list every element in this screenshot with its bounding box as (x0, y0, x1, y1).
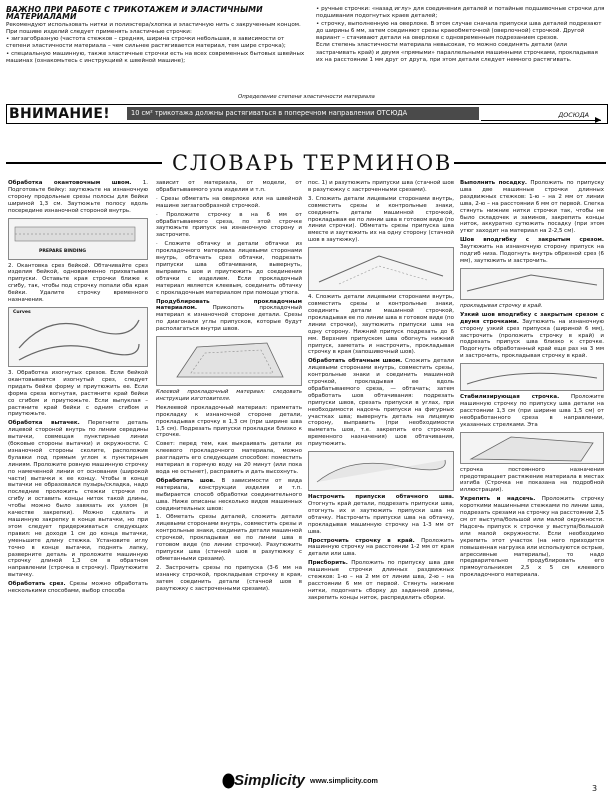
term-text: 1. Подготовьте бейку: заутюжьте на изнаночную сторону продольные срезы полосы для бейки шириной 1,3 см. Заутюжьте полосу вдоль посередине изнаночной стороной внутрь. (8, 180, 148, 214)
binding-illustration (8, 218, 148, 260)
note-text: • ручные строчки: «назад иглу» для соединения деталей и потайные подшивочные строчки для подшивания подогнутых краев деталей; (316, 6, 605, 20)
knit-notes-title: ВАЖНО ПРИ РАБОТЕ С ТРИКОТАЖЕМ И ЭЛАСТИЧНЫМИ МАТЕРИАЛАМИ (6, 5, 263, 22)
note-text: При пошиве изделий следует применять эластичные строчки: (6, 28, 192, 35)
term-text: Перегните деталь лицевой стороной внутрь по линии середины вытачки, совмещая пунктирные линии (боковые стороны вытачки) и окружности. С изнаночной стороны сколите, расположив булавки под прямым углом к пунктирным линиям. Проложите ровную машинную строчку по намеченной линии от основания (широкой части) вытачки к ее концу. Чтобы в конце вытачки не образовался пузырь/складка, надо последние проложить стежки строчки по сгибу и оставить концы ниток такой длины, чтобы можно было завязать их узлом (в качестве закрепки). Можно сделать и машинную закрепку в конце вытачки, но при этом следует придерживаться следующих правил: не доходя 1 см до конца вытачки, уменьшите длину стежка. Установите иглу точно в конце вытачки, поднять лапку, разверните деталь и проложите машинную строчку длиной 1,3 см в обратном направлении (строчка в строчку). Приутюжите вытачку. (8, 420, 148, 579)
paragraph (156, 299, 302, 334)
attention-label: ВНИМАНИЕ! (9, 106, 110, 122)
paragraph: 3. Сложить детали лицевыми сторонами внутрь, совместить срезы и контрольные знаки, соединить детали машинной строчкой, прокладывая ее по линии шва в готовом виде (по линии строчки). Обметать срезы припуска шва вместе и заутюжить их на одну сторону (стачной шов в заутюжку). (308, 195, 454, 244)
section-header (6, 150, 606, 176)
note-text: • специальную машинную, также эластичные строчки есть на всех современных бытовых швейных машинах (ознакомьтесь с инструкцией к швейной машине); (6, 50, 305, 65)
note-text: • строчку, выполненную на оверлоке. В этом случае сначала припуски шва деталей подрезают до ширины 6 мм, затем соединяют срезы краеобметочной (оверлочной) строчкой. Другой вариант – стачивают детали на оверлоке с одновременным подрезанием срезов. (316, 20, 602, 42)
paragraph (8, 180, 148, 215)
footer (0, 770, 612, 800)
facing-illustration (308, 451, 454, 491)
paragraph: · Сложите обтачку и детали обтачки из прокладочного материала лицевыми сторонами внутрь, обтачать срез обтачки, подрезать припуски шва обтачивания, вывернуть, выправить шов и приутюжить до соединения обтачки с изделием. Если прокладочный материал является клеевым, соединить обтачку с прокладочным материалом при помощи утюга. (156, 241, 302, 296)
column-2 (156, 180, 302, 594)
term-heading: Обработка вытачек. (8, 420, 80, 427)
divider (454, 162, 606, 164)
paragraph: Совет: перед тем, как выкраивать детали из клеевого прокладочного материала, можно разгладить его следующим способом: поместить материал в горячую воду на 20 минут (или пока вода не остынет), расправить и дать высохнуть. (156, 441, 302, 475)
paragraph (308, 560, 454, 601)
stretch-gauge-bar (6, 104, 608, 124)
paragraph: строчка постоянного назначения предотвращает растяжение материала в местах изгиба (Строчка не показана на подробной иллюстрации). (460, 466, 604, 494)
term-text: Отогнуть край детали, подрезать припуски шва, отогнуть их и заутюжить припуски шва на обтачку. Настрочить припуски шва на обтачку, прокладывая машинную строчку на 1-3 мм от шва. (308, 501, 454, 535)
term-text: Проложить по припуску шва две машинные строчки длинных раздвижных стежков: 1-ю – на 2 мм от линии шва, 2-ю – на расстоянии 6 мм от первой. Стянуть нижние нитки, подогнать сборку до заданной длины, закрепить концы ниток, распределить сборки. (308, 560, 454, 601)
term-text: Сложить детали лицевыми сторонами внутрь, совместить срезы, контрольные знаки и соединить машинной строчкой, прокладывая ее вдоль обрабатываемого среза, — обтачать; затем обработать шов обтачивания: подрезать припуски швов, срезать припуски в углах, при необходимости надсечь припуски на фигурных участках шва; вывернуть деталь на лицевую сторону, выправить (при необходимости выметать шов, т.е. закрепить его строчкой временного назначения) шов обтачивания, приутюжить. (308, 358, 455, 448)
term-heading: Обработка окантовочным швом. (8, 180, 132, 186)
paragraph: пос. 1) и разутюжить припуски шва (стачной шов в разутюжку с застроченными срезами). (308, 180, 454, 193)
stretch-gauge-end (481, 107, 601, 121)
term-text: Срезы можно обработать несколькими способами, выбор способа (8, 581, 148, 595)
divider (6, 162, 162, 164)
paragraph: · Проложите строчку в на 6 мм от обрабатываемого среза, по этой строчке заутюжьте припуск на изнаночную сторону и застрочите. (156, 211, 302, 239)
figure-label: Curves (13, 309, 31, 315)
term-text: Заутюжить на изнаночную сторону припуск на подгиб низа. Подогнуть внутрь обрезной срез (6 мм), заутюжить и застрочить. (460, 244, 604, 264)
paragraph: · Срезы обметать на оверлоке или на швейной машине зигзагообразной строчкой. (156, 195, 302, 209)
note-text: • зигзагобразную (частота стежков – средняя, ширина строчки небольшая, в зависимости от степени эластичности материала – чем сильнее растягивается материал, тем шире строчка); (6, 36, 286, 50)
gauge-caption: Определение степени эластичности материала (238, 94, 375, 100)
curves-illustration (8, 307, 148, 367)
paragraph: 1. Обметать срезы деталей, сложить детали лицевыми сторонами внутрь, совместить срезы и контрольные знаки, соединить детали машинной строчкой, прокладывая ее по линии шва в готовом виде (по линии строчки). Разутюжить припуски шва (стачной шов в разутюжку с обметанными срезами). (156, 514, 302, 562)
paragraph (460, 394, 604, 429)
term-text: Приколоть прокладочный материал к изнаночной стороне детали. Срезы по диагонали углы припусков, которые будут располагаться внутри швов. (156, 305, 302, 333)
paragraph (156, 478, 302, 513)
term-heading: Присборить. (308, 560, 348, 567)
term-text: В зависимости от вида материала, конструкции изделия и т.п. выбирается способ обработки соединительного шва. Ниже описаны несколько видов машинных соединительных швов: (156, 477, 302, 512)
term-heading: Прострочить строчку в край. (308, 537, 415, 544)
stretch-gauge-end-label: ДОСЮДА (558, 111, 589, 119)
paragraph (460, 496, 604, 579)
paragraph (308, 538, 454, 559)
section-title: СЛОВАРЬ ТЕРМИНОВ (172, 151, 453, 175)
page-number: 3 (592, 784, 598, 793)
paragraph (308, 494, 454, 535)
paragraph (308, 358, 454, 448)
column-4 (460, 180, 604, 581)
term-heading: Узкий шов вподгибку с закрытым срезом с двумя строчками. (460, 311, 604, 325)
paragraph: Неклеевой прокладочный материал: приметать прокладку к изнаночной стороне детали, прокладывая строчку в 1,3 см (при ширине шва 1,5 см). Подрезать припуски прокладки близко к строчке. (156, 404, 302, 439)
column-1 (8, 180, 148, 597)
term-heading: Продублировать прокладочным материалом. (156, 298, 302, 312)
note-text: Если степень эластичности материала невысокая, то можно соединять детали (или застрачивать край) и двумя «прямыми» параллельными машинными строчками, прокладывая их на расстоянии 1 мм друг от друга, при этом детали следует немного растягивать. (316, 42, 598, 64)
paragraph (460, 312, 604, 360)
website-link[interactable]: www.simplicity.com (310, 776, 378, 785)
column-3 (308, 180, 454, 604)
staystitch-illustration (460, 432, 604, 464)
figure-caption: прокладывая строчку в край. (460, 302, 543, 309)
term-text: Проложить машинную строчку на расстоянии 1-2 мм от края детали или шва. (308, 537, 454, 558)
knit-notes-right (316, 6, 606, 64)
knit-notes (6, 6, 606, 104)
knit-notes-left (6, 6, 308, 65)
paragraph: 3. Обработка изогнутых срезов. Если бейкой окантовывается изогнутый срез, следует придать бейке форму и приутюжить ее. Если форма среза вогнутая, растяните край бейки со сгибом и приутюжьте. Если выпуклая – растяните край бейки с одним сгибом и приутюжьте. (8, 369, 148, 418)
term-heading: Обработать шов. (156, 477, 216, 484)
paragraph: 4. Сложить детали лицевыми сторонами внутрь, совместить срезы и контрольные знаки, соединить детали машинной строчкой, прокладывая ее по линии шва в готовом виде (по линии строчки), заутюжить припуски шва на одну сторону. Нижний припуск подрезать до 6 мм. Верхним припуском шва обогнуть нижний припуск, заметать и настрочить, прокладывая строчку в края (запошивочный шов). (308, 294, 454, 356)
stretch-gauge-strip: 10 см² трикотажа должны растягиваться в поперечном направлении ОТСЮДА (127, 107, 479, 120)
brand-logo: Simplicity (234, 772, 305, 789)
paragraph: зависит от материала, от модели, от обрабатываемого узла изделия и т.п. (156, 180, 302, 193)
seam-illustration (308, 247, 454, 291)
paragraph (460, 180, 604, 235)
term-text: Проложите машинную строчку по припуску шва детали на расстоянии 1,3 см (при ширине шва 1,5 см) от необработанного среза в направлении, указанных стрелками. Эта (460, 394, 604, 428)
term-heading: Обработать обтачным швом. (308, 358, 403, 365)
term-text: Заутюжить на изнаночную сторону узкий срез припуска (шириной 6 мм), застрочить (проложить строчку в край) и подрезать припуск шва близко к строчке. Подогнуть обработанный край еще раз на 3 мм и застрочить, прокладывая строчку в край. (460, 318, 604, 360)
figure-caption: Клеевой прокладочный материал: следовать инструкции изготовителя. (156, 389, 302, 402)
narrow-hem-illustration (460, 363, 604, 391)
hem-illustration (460, 268, 604, 300)
paragraph: 2. Застрочить срезы по припуска (3-6 мм на изнанку строчкой, прокладывая строчку в края, затем соединить детали (стачной шов в разутюжку с застроченными срезами). (156, 564, 302, 592)
term-heading: Обработать срез. (8, 581, 66, 588)
paragraph (8, 420, 148, 579)
paragraph (8, 581, 148, 595)
term-heading: Укрепить и надсечь. (460, 496, 536, 503)
term-heading: Стабилизирующая строчка. (460, 394, 560, 401)
term-text: Проложить по припуску шва две машинные строчки длинных раздвижных стежков: 1-ю – на 2 мм от линии шва, 2-ю – на расстоянии 6 мм от первой. Слегка стянуть нижние нитки строчки так, чтобы не было складочек и заминов, закрепить концы ниток, аккуратно сутюжить посадку (при этом утюг заходит на материал на 2-2,5 см). (460, 180, 604, 235)
term-text: Проложить строчку короткими машинными стежками по линии шва, подрезать срезами на строчку на расстоянии 2,5 см от выступа/большой или малой окружности. Надсечь припуск к строчке у выступа/большой или малой окружности. Если необходимо укрепить этот участок (на него приходится повышенная нагрузка или используются острые, агрессивные материалы), то надо предварительно продублировать его прямоугольником 2,5 х 5 см клеевого прокладочного материала. (460, 496, 605, 579)
interfacing-illustration (156, 336, 302, 386)
paragraph (460, 237, 604, 265)
paragraph: 2. Окантовка срез бейкой. Обтачивайте срез изделия бейкой, одновременно прихватывая припуски. Оставьте края строчки ближе к сгибу, так, чтобы под строчку попали оба края бейки. Удалите строчку временного назначения. (8, 262, 148, 304)
note-text: Рекомендуют использовать нитки и полиэстера/хлопка и эластичную нить с закрученным концом. (6, 21, 301, 28)
figure-label: PREPARE BINDING (39, 248, 87, 254)
term-heading: Выполнить посадку. (460, 180, 528, 186)
term-heading: Настрочить припуски обтачного шва. (308, 494, 454, 501)
term-heading: Шов вподгибку с закрытым срезом. (460, 237, 604, 244)
